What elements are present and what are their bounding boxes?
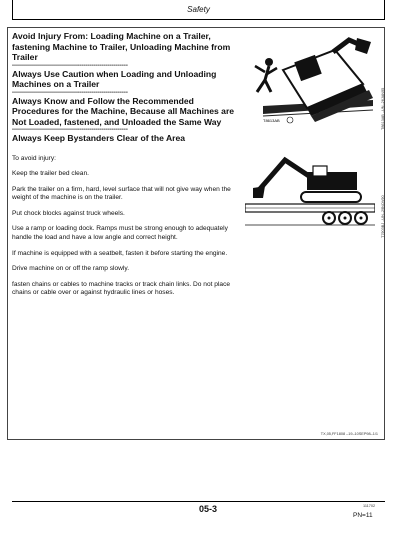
- header-title: Safety: [187, 5, 210, 14]
- text-column: [12, 31, 238, 298]
- heading-avoid-injury: Avoid Injury From: Loading Machine on a Trailer, fastening Machine to Trailer, Unloading Machine from Trailer: [12, 31, 231, 62]
- reference-code: TX,05,FF1808 –19–10SEP98–1/1: [320, 432, 378, 436]
- body-paragraph: If machine is equipped with a seatbelt, fasten it before starting the engine.: [12, 249, 228, 257]
- body-paragraph: Put chock blocks against truck wheels.: [12, 209, 125, 217]
- illustration-label: T8613AB: [263, 118, 280, 123]
- illustration-code-2: T7903BJ –UN–29NOV90: [381, 195, 385, 238]
- divider: ----------------------------------------------------------: [12, 89, 128, 96]
- footer-date: 111702: [363, 504, 376, 508]
- body-paragraph: Park the trailer on a firm, hard, level surface that will not give way when the weight of the machine is on the trailer.: [12, 185, 231, 202]
- body-paragraph: To avoid injury:: [12, 154, 56, 162]
- body-paragraph: Use a ramp or loading dock. Ramps must be strong enough to adequately handle the load and have a low angle and correct height.: [12, 225, 228, 242]
- heading-know-procedures: Always Know and Follow the Recommended Procedures for the Machine, Because all Machines are Not Loaded, fastened, and Unloaded the Same Way: [12, 95, 235, 127]
- page-header: [12, 0, 385, 20]
- body-paragraph: Keep the trailer bed clean.: [12, 170, 89, 178]
- body-paragraph: fasten chains or cables to machine tracks or track chain links. Do not place chains or cable over or against hydraulic lines or hoses.: [12, 280, 231, 297]
- body-paragraph: Drive machine on or off the ramp slowly.: [12, 265, 130, 273]
- excavator-on-trailer-illustration: [245, 150, 375, 245]
- machine-falling-illustration: [245, 36, 375, 124]
- footer-rule: [12, 501, 385, 502]
- divider: ----------------------------------------------------------: [12, 127, 128, 133]
- illustration-code-1: T8613AB –UN–26JAN95: [381, 87, 385, 130]
- heading-keep-bystanders: Always Keep Bystanders Clear of the Area: [12, 133, 186, 143]
- page-id: PN=11: [353, 512, 373, 519]
- heading-use-caution: Always Use Caution when Loading and Unloading Machines on a Trailer: [12, 68, 217, 89]
- page-number: 05-3: [198, 504, 217, 514]
- divider: ----------------------------------------------------------: [12, 62, 128, 69]
